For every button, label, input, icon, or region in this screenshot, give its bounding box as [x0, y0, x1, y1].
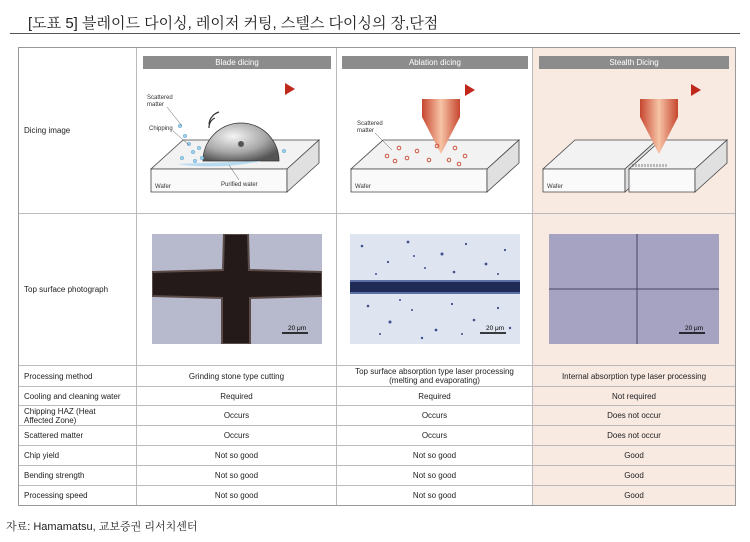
scattered-matter-label: Scattered: [147, 95, 173, 101]
blade-dicing-image-cell: [137, 48, 337, 213]
chipping-label: Chipping: [149, 126, 173, 132]
column-header-ablation: Ablation dicing: [342, 56, 528, 69]
blade-value: Not so good: [137, 446, 337, 465]
blade-photo-cell: [137, 214, 337, 365]
blade-surface-photo: [152, 234, 322, 344]
purified-water-label: Purified water: [221, 182, 258, 188]
row-label: Chipping HAZ (Heat Affected Zone): [19, 406, 137, 425]
row-label: Processing speed: [19, 486, 137, 505]
blade-value: Occurs: [137, 406, 337, 425]
row-label: Processing method: [19, 366, 137, 386]
row-label: Dicing image: [19, 48, 137, 213]
wafer-label: Wafer: [155, 184, 171, 190]
table-row: [19, 426, 735, 446]
ablation-dicing-diagram: [337, 48, 533, 214]
dicing-image-row: [19, 48, 735, 214]
scale-label-ablation: 20 μm: [486, 325, 505, 332]
table-row: [19, 466, 735, 486]
table-row: [19, 486, 735, 505]
table-row: [19, 366, 735, 387]
table-row: [19, 387, 735, 406]
row-label: Cooling and cleaning water: [19, 387, 137, 405]
column-header-stealth: Stealth Dicing: [539, 56, 729, 69]
wafer-label-ablation: Wafer: [355, 184, 371, 190]
scattered-matter-label-2: matter: [147, 102, 165, 108]
ablation-value: Occurs: [337, 426, 533, 445]
ablation-value: Not so good: [337, 446, 533, 465]
scale-label-blade: 20 μm: [288, 325, 307, 332]
row-label: Scattered matter: [19, 426, 137, 445]
table-row: [19, 406, 735, 426]
stealth-value: Does not occur: [533, 406, 735, 425]
blade-value: Occurs: [137, 426, 337, 445]
blade-value: Required: [137, 387, 337, 405]
stealth-value: Does not occur: [533, 426, 735, 445]
title-bar: [10, 6, 740, 34]
stealth-dicing-diagram: [533, 48, 735, 214]
stealth-value: Internal absorption type laser processing: [533, 366, 735, 386]
blade-dicing-diagram: [137, 48, 337, 214]
stealth-value: Good: [533, 466, 735, 485]
scattered-matter-label-ablation-2: matter: [357, 128, 375, 134]
ablation-dicing-image-cell: [337, 48, 533, 213]
row-label: Top surface photograph: [19, 214, 137, 365]
table-row: [19, 446, 735, 466]
scattered-matter-label-ablation: Scattered: [357, 121, 383, 127]
stealth-photo-cell: [533, 214, 735, 365]
row-label: Bending strength: [19, 466, 137, 485]
stealth-surface-photo: [549, 234, 719, 344]
comparison-table: [18, 47, 736, 506]
column-header-blade: Blade dicing: [143, 56, 331, 69]
stealth-value: Good: [533, 446, 735, 465]
stealth-value: Good: [533, 486, 735, 505]
ablation-value: Not so good: [337, 486, 533, 505]
ablation-value: Occurs: [337, 406, 533, 425]
source-note: 자료: Hamamatsu, 교보증권 리서치센터: [6, 521, 198, 533]
blade-value: Not so good: [137, 486, 337, 505]
ablation-surface-photo: [350, 234, 520, 344]
blade-value: Grinding stone type cutting: [137, 366, 337, 386]
wafer-label-stealth: Wafer: [547, 184, 563, 190]
stealth-dicing-image-cell: [533, 48, 735, 213]
row-label: Chip yield: [19, 446, 137, 465]
ablation-value: Top surface absorption type laser processing (melting and evaporating): [337, 366, 533, 386]
blade-value: Not so good: [137, 466, 337, 485]
scale-label-stealth: 20 μm: [685, 325, 704, 332]
ablation-value: Not so good: [337, 466, 533, 485]
ablation-photo-cell: [337, 214, 533, 365]
stealth-value: Not required: [533, 387, 735, 405]
ablation-value: Required: [337, 387, 533, 405]
top-surface-row: [19, 214, 735, 366]
document-title: [도표 5] 블레이드 다이싱, 레이저 커팅, 스텔스 다이싱의 장,단점: [28, 15, 439, 32]
